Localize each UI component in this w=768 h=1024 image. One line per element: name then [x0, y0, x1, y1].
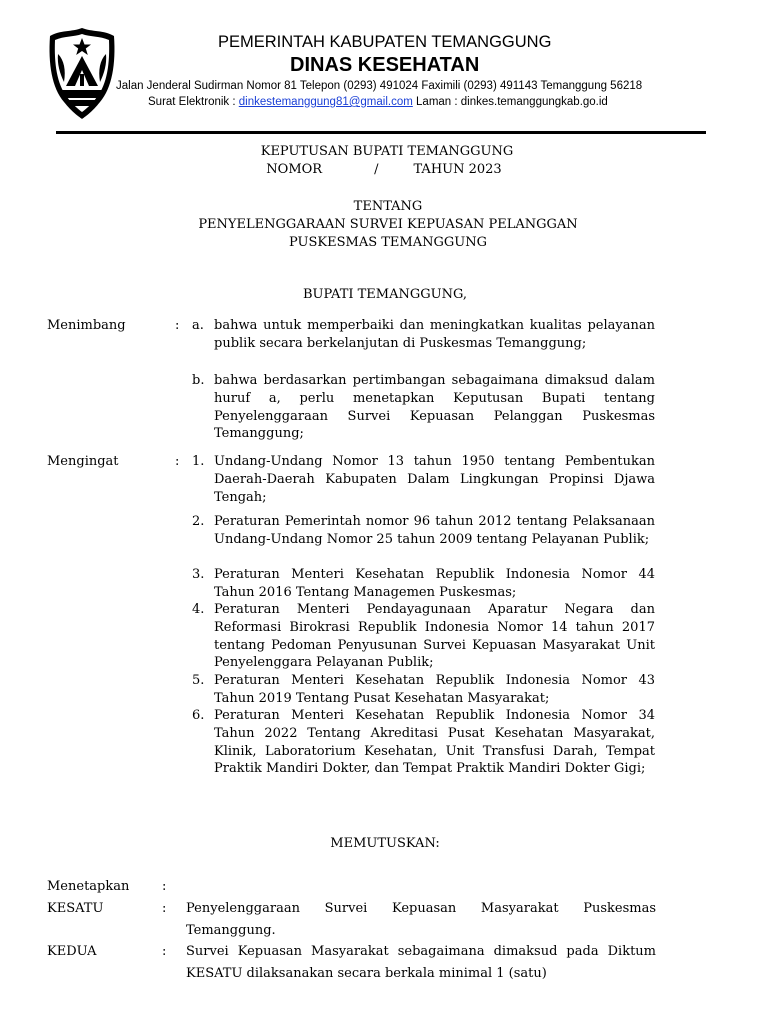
kedua-text: Survei Kepuasan Masyarakat sebagaimana dimaksud pada Diktum KESATU dilaksanakan secara berkala minimal 1 (satu) [186, 944, 656, 981]
kesatu-text: Penyelenggaraan Survei Kepuasan Masyarakat Puskesmas Temanggung. [186, 901, 656, 938]
number-label: NOMOR [266, 162, 323, 177]
number-separator: / [374, 162, 379, 177]
decree-number [0, 162, 768, 177]
mengingat-colon: : [175, 454, 180, 469]
about-heading: TENTANG [353, 199, 423, 214]
kedua-colon: : [162, 944, 167, 959]
kedua-label: KEDUA [47, 944, 97, 959]
letterhead-divider [56, 131, 706, 134]
mengingat-item-4: Peraturan Menteri Pendayagunaan Aparatur Negara dan Reformasi Birokrasi Republik Indonesia Nomor 14 tahun 2017 tentang Pedoman Penyusunan Survei Kepuasan Masyarakat Unit Penyelenggara Pelayanan Publik; [214, 602, 655, 671]
menimbang-label: Menimbang [47, 318, 126, 333]
website-text: dinkes.temanggungkab.go.id [460, 96, 608, 108]
mengingat-item-2-marker: 2. [192, 514, 205, 529]
menimbang-item-a-marker: a. [192, 318, 204, 333]
letterhead-contact [148, 96, 608, 108]
subject-line-1: PENYELENGGARAAN SURVEI KEPUASAN PELANGGAN [198, 217, 578, 232]
letterhead-government-name: PEMERINTAH KABUPATEN TEMANGGUNG [218, 33, 552, 51]
issuer-heading: BUPATI TEMANGGUNG, [302, 287, 468, 302]
mengingat-item-2: Peraturan Pemerintah nomor 96 tahun 2012 tentang Pelaksanaan Undang-Undang Nomor 25 tahun 2009 tentang Pelayanan Publik; [214, 514, 655, 547]
website-label: Laman : [412, 96, 461, 108]
menimbang-item-a: bahwa untuk memperbaiki dan meningkatkan kualitas pelayanan publik secara berkelanjutan di Puskesmas Temanggung; [214, 318, 655, 351]
mengingat-item-4-marker: 4. [192, 602, 205, 617]
menimbang-colon: : [175, 318, 180, 333]
temanggung-regency-emblem-icon [42, 24, 122, 122]
kesatu-colon: : [162, 901, 167, 916]
mengingat-item-3: Peraturan Menteri Kesehatan Republik Indonesia Nomor 44 Tahun 2016 Tentang Managemen Puskesmas; [214, 567, 655, 600]
decree-year: TAHUN 2023 [413, 162, 502, 177]
mengingat-item-5-marker: 5. [192, 673, 205, 688]
email-label: Surat Elektronik : [148, 96, 239, 108]
email-link[interactable]: dinkestemanggung81@gmail.com [238, 96, 413, 108]
mengingat-item-1: Undang-Undang Nomor 13 tahun 1950 tentang Pembentukan Daerah-Daerah Kabupaten Dalam Lingkungan Propinsi Djawa Tengah; [214, 454, 655, 505]
mengingat-item-3-marker: 3. [192, 567, 205, 582]
decision-heading: MEMUTUSKAN: [330, 836, 440, 851]
letterhead-address: Jalan Jenderal Sudirman Nomor 81 Telepon (0293) 491024 Faximili (0293) 491143 Temanggung 56218 [116, 80, 643, 92]
menimbang-item-b-marker: b. [192, 373, 205, 388]
mengingat-item-6: Peraturan Menteri Kesehatan Republik Indonesia Nomor 34 Tahun 2022 Tentang Akreditasi Pusat Kesehatan Masyarakat, Klinik, Laboratorium Kesehatan, Unit Transfusi Darah, Tempat Praktik Mandiri Dokter, dan Tempat Praktik Mandiri Dokter Gigi; [214, 708, 655, 777]
mengingat-item-5: Peraturan Menteri Kesehatan Republik Indonesia Nomor 43 Tahun 2019 Tentang Pusat Kesehatan Masyarakat; [214, 673, 655, 706]
menimbang-item-b: bahwa berdasarkan pertimbangan sebagaimana dimaksud dalam huruf a, perlu menetapkan Keputusan Bupati tentang Penyelenggaraan Survei Kepuasan Pelanggan Puskesmas Temanggung; [214, 373, 655, 442]
menetapkan-label: Menetapkan [47, 879, 130, 894]
kesatu-label: KESATU [47, 901, 104, 916]
subject-line-2: PUSKESMAS TEMANGGUNG [289, 235, 487, 250]
mengingat-label: Mengingat [47, 454, 119, 469]
letterhead-office-name: DINAS KESEHATAN [290, 54, 480, 76]
mengingat-item-6-marker: 6. [192, 708, 205, 723]
menetapkan-colon: : [162, 879, 167, 894]
decree-title: KEPUTUSAN BUPATI TEMANGGUNG [260, 144, 514, 159]
mengingat-item-1-marker: 1. [192, 454, 205, 469]
